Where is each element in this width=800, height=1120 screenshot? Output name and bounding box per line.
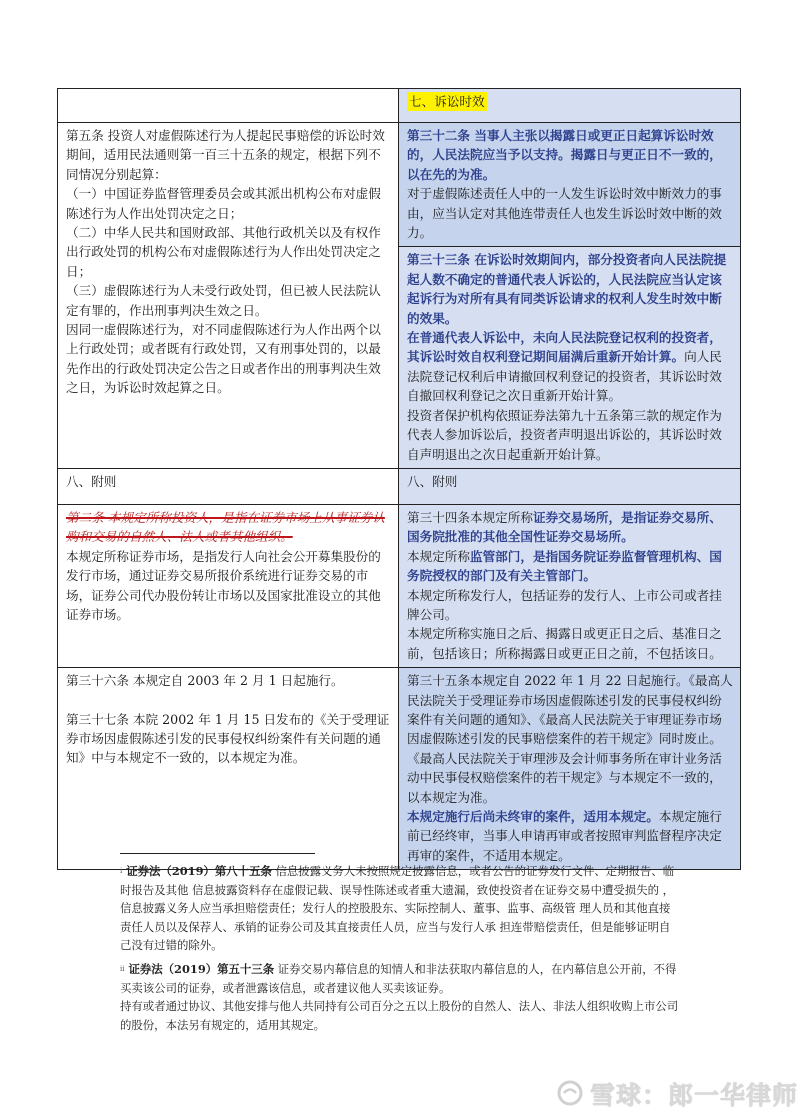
table-row [58,668,741,870]
appendix-right-heading: 八、附则 [399,468,741,504]
article-32-plain: 对于虚假陈述责任人中的一人发生诉讼时效中断效力的事由，应当认定对其他连带责任人也发生诉讼时效中断的效力。 [407,186,722,241]
article-5-intro: 第五条 投资人对虚假陈述行为人提起民事赔偿的诉讼时效期间，适用民法通则第一百三十五条的规定，根据下列不同情况分别起算： [66,128,385,182]
watermark-text: 雪球：郎一华律师 [590,1081,799,1110]
article-5-item-3: （三）虚假陈述行为人未受行政处罚，但已被人民法院认定有罪的，作出刑事判决生效之日。 [66,283,381,318]
footnote-2-text: 证券交易内幕信息的知情人和非法获取内幕信息的人，在内幕信息公开前，不得买卖该公司的证券，或者泄露该信息，或者建议他人买卖该证券。 [120,962,677,995]
footnote-separator [120,853,315,854]
footnote-1 [120,862,680,955]
article-34-cell [399,504,741,667]
article-35-para1: 第三十五条本规定自 2022 年 1 月 22 日起施行。《最高人民法院关于受理证券市场因虚假陈述引发的民事侵权纠纷案件有关问题的通知》、《最高人民法院关于审理证券市场因虚假陈述引发的民事赔偿案件的若干规定》同时废止。《最高人民法院关于审理涉及会计师事务所在审计业务活动中民事侵权赔偿案件的若干规定》与本规定不一致的，以本规定为准。 [407,673,733,805]
article-2-plain: 本规定所称证券市场，是指发行人向社会公开募集股份的发行市场，通过证券交易所报价系统进行证券交易的市场，证券公司代办股份转让市场以及国家批准设立的其他证券市场。 [66,548,381,622]
article-34-para1: 第三十四条本规定所称证券交易场所，是指证券交易所、国务院批准的其他全国性证券交易场所。 [407,509,722,545]
article-33-cell [399,247,741,468]
table-row [58,504,741,667]
article-5-tail: 因同一虚假陈述行为，对不同虚假陈述行为人作出两个以上行政处罚；或者既有行政处罚，又有刑事处罚的，以最先作出的行政处罚决定公告之日或者作出的刑事判决生效之日，为诉讼时效起算之日。 [66,322,381,396]
article-33-bold: 第三十三条 在诉讼时效期间内，部分投资者向人民法院提起人数不确定的普通代表人诉讼的，人民法院应当认定该起诉行为对所有具有同类诉讼请求的权利人发生时效中断的效果。 [407,252,727,326]
article-34-para3: 本规定所称发行人，包括证券的发行人、上市公司或者挂牌公司。 [407,587,722,622]
table-row [58,468,741,504]
article-34-para4: 本规定所称实施日之后、揭露日或更正日之后、基准日之前，包括该日；所称揭露日或更正日之前，不包括该日。 [407,626,722,661]
article-35-para2: 本规定施行后尚未终审的案件，适用本规定。本规定施行前已经终审，当事人申请再审或者按照审判监督程序决定再审的案件，不适用本规定。 [407,809,722,863]
article-32-cell [399,123,741,247]
article-37: 第三十七条 本院 2002 年 1 月 15 日发布的《关于受理证券市场因虚假陈述引发的民事侵权纠纷案件有关问题的通知》中与本规定不一致的，以本规定为准。 [66,711,390,766]
footnote-2-mark: ii [120,965,125,973]
footnote-2-title: 证券法（2019）第五十三条 [128,962,275,976]
article-2-deleted: 第二条 本规定所称投资人，是指在证券市场上从事证券认购和交易的自然人、法人或者其他组织。 [66,509,385,545]
footnote-1-title: 证券法（2019）第八十五条 [126,864,272,878]
appendix-left-heading: 八、附则 [58,468,399,504]
article-36: 第三十六条 本规定自 2003 年 2 月 1 日起施行。 [66,673,344,689]
footnote-2 [120,960,680,1034]
article-2-cell [58,504,399,667]
article-5-item-1: （一）中国证券监督管理委员会或其派出机构公布对虚假陈述行为人作出处罚决定之日； [66,186,381,221]
footnote-1-text: 信息披露义务人未按照规定披露信息，或者公告的证券发行文件、定期报告、临时报告及其他 信息披露资料存在虚假记载、误导性陈述或者重大遗漏，致使投资者在证券交易中遭受损失的 ，信息披露义务人应当承担赔偿责任；发行人的控股股东、实际控制人、董事、监事、高级管 理人员和其他直接责任人员以及保荐人、承销的证券公司及其直接责任人员，应当与发行人承 担连带赔偿责任，但是能够证明自己没有过错的除外。 [120,864,675,953]
article-32-bold: 第三十二条 当事人主张以揭露日或更正日起算诉讼时效的，人民法院应当予以支持。揭露日与更正日不一致的，以在先的为准。 [407,128,722,182]
article-33-para3: 投资者保护机构依照证券法第九十五条第三款的规定作为代表人参加诉讼后，投资者声明退出诉讼的，其诉讼时效自声明退出之次日起重新开始计算。 [407,407,722,462]
table-row [58,89,741,123]
article-33-para2: 在普通代表人诉讼中，未向人民法院登记权利的投资者，其诉讼时效自权利登记期间届满后重新开始计算。向人民法院登记权利后申请撤回权利登记的投资者，其诉讼时效自撤回权利登记之次日重新开始计算。 [407,330,722,404]
snowball-logo-icon [556,1080,584,1106]
footnote-1-mark: i [120,867,123,875]
article-35-cell [399,668,741,870]
comparison-table [57,88,741,870]
header-left-cell [58,89,399,123]
article-5-item-2: （二）中华人民共和国财政部、其他行政机关以及有权作出行政处罚的机构公布对虚假陈述行为人作出处罚决定之日； [66,225,381,279]
article-36-cell [58,668,399,870]
footnote-2-text-2: 持有或者通过协议、其他安排与他人共同持有公司百分之五以上股份的自然人、法人、非法人组织收购上市公司的股份，本法另有规定的，适用其规定。 [120,999,679,1032]
table-row [58,123,741,247]
header-right-cell [399,89,741,123]
section-heading-highlight: 七、诉讼时效 [407,92,487,111]
article-5-cell [58,123,399,469]
article-34-para2: 本规定所称监管部门，是指国务院证券监督管理机构、国务院授权的部门及有关主管部门。 [407,548,722,584]
